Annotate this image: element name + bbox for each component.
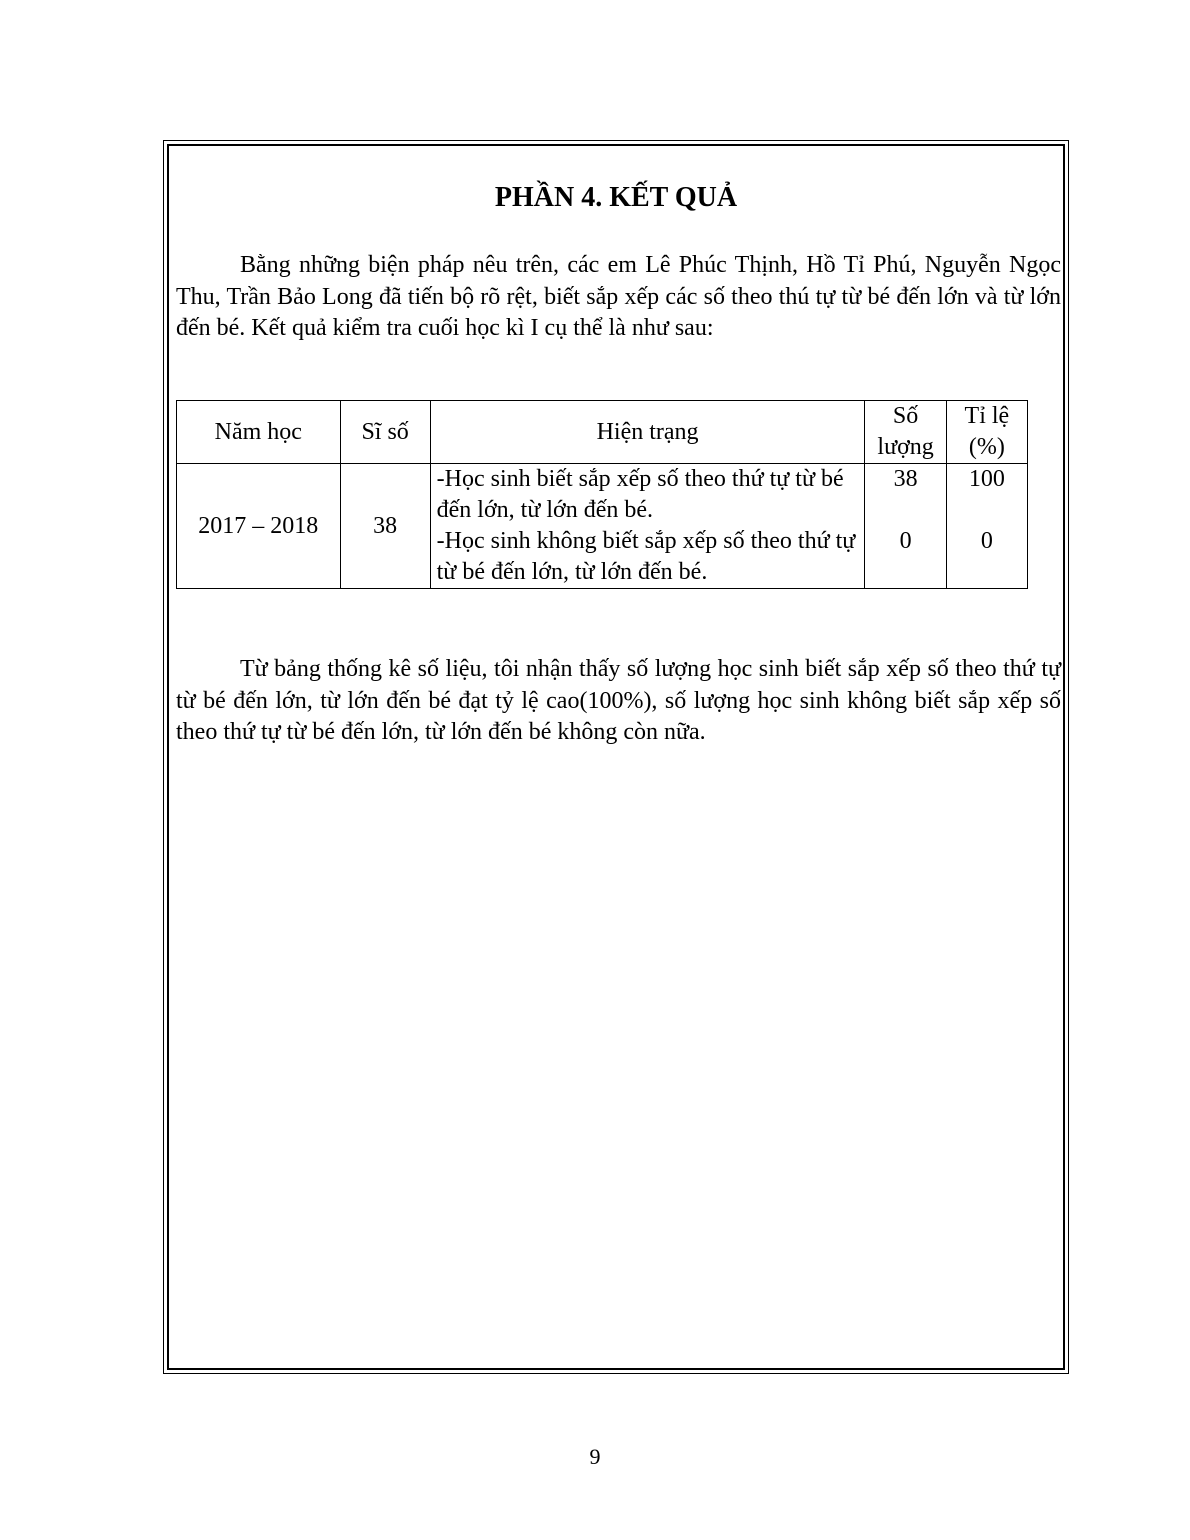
section-title: PHẦN 4. KẾT QUẢ [494,182,738,213]
page-border [163,140,1069,1374]
header-count: Số lượng [865,401,946,464]
cell-count [865,464,946,589]
rate-unknown: 0 [980,528,993,554]
results-table [176,400,1028,589]
intro-paragraph: Bằng những biện pháp nêu trên, các em Lê Phúc Thịnh, Hồ Tỉ Phú, Nguyễn Ngọc Thu, Trần Bảo Long đã tiến bộ rõ rệt, biết sắp xếp các số theo thú tự từ bé đến lớn và từ lớn đến bé. Kết quả kiểm tra cuối học kì I cụ thể là như sau: [176,252,1061,341]
status-item-known: -Học sinh biết sắp xếp số theo thứ tự từ bé đến lớn, từ lớn đến bé. [436,466,844,523]
cell-status [430,464,865,589]
cell-size: 38 [340,464,430,589]
page-border-inner [167,144,1065,1370]
table-header-row [177,401,1028,464]
header-status: Hiện trạng [430,401,865,464]
count-unknown: 0 [899,528,912,554]
header-year: Năm học [177,401,341,464]
header-rate: Tỉ lệ (%) [946,401,1027,464]
count-known: 38 [893,466,918,492]
status-item-unknown: -Học sinh không biết sắp xếp số theo thứ tự từ bé đến lớn, từ lớn đến bé. [436,528,856,585]
cell-rate [946,464,1027,589]
conclusion-paragraph: Từ bảng thống kê số liệu, tôi nhận thấy số lượng học sinh biết sắp xếp số theo thứ tự từ bé đến lớn, từ lớn đến bé đạt tỷ lệ cao(100%), số lượng học sinh không biết sắp xếp số theo thứ tự từ bé đến lớn, từ lớn đến bé không còn nữa. [176,656,1061,745]
cell-year: 2017 – 2018 [177,464,341,589]
page-number: 9 [589,1444,601,1469]
header-size: Sĩ số [340,401,430,464]
table-row [177,464,1028,589]
rate-known: 100 [968,466,1005,492]
